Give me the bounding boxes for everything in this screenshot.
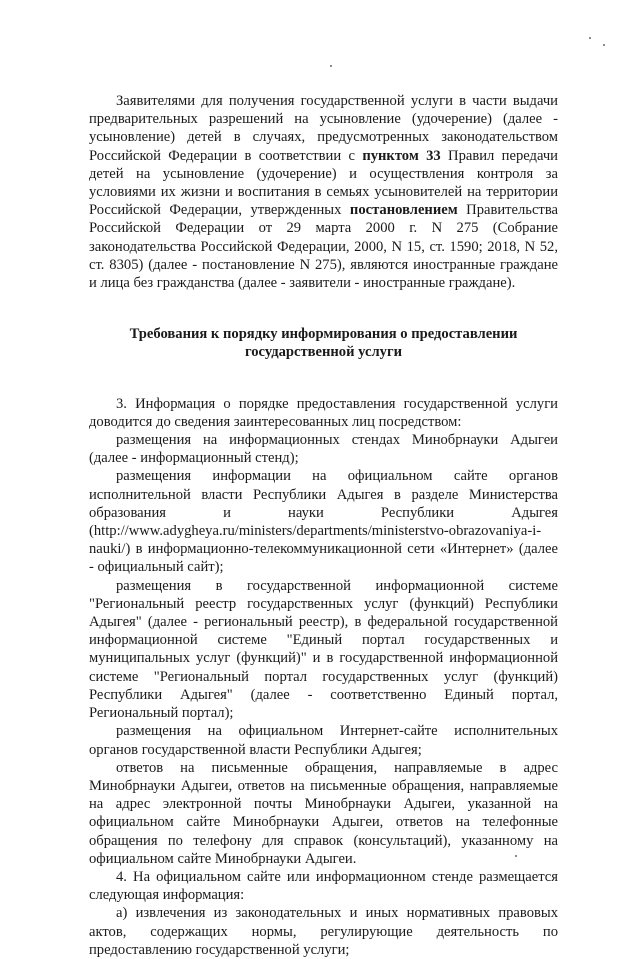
paragraph-3-item-5: ответов на письменные обращения, направляемые в адрес Минобрнауки Адыгеи, ответов на письменные обращения, направляемые на адрес электронной почты Минобрнауки Адыгеи, указанной на официальном сайте Минобрнауки Адыгеи, ответов на телефонные обращения по телефону для справок (консультаций), указанному на официальном сайте Минобрнауки Адыгеи. — [89, 759, 558, 867]
paragraph-3-item-4: размещения на официальном Интернет-сайте исполнительных органов государственной власти Республики Адыгея; — [89, 723, 558, 758]
paragraph-4-item-a: а) извлечения из законодательных и иных нормативных правовых актов, содержащих нормы, регулирующие деятельность по предоставлению государственной услуги; — [89, 905, 558, 958]
text-span: Правил передачи детей на усыновление (удочерение) и осуществления контроля за условиями их жизни и воспитания в семьях усыновителей на территории Российской Федерации, утвержденных — [89, 147, 558, 219]
paragraph-3-item-1: размещения на информационных стендах Минобрнауки Адыгеи (далее - информационный стенд); — [89, 432, 558, 467]
link-resolution[interactable]: постановлением — [349, 202, 458, 219]
text-span: Заявителями для получения государственной услуги в части выдачи предварительных разрешений на усыновление (удочерение) (далее - усыновление) детей в случаях, предусмотренных законодательством Российской Федерации в соответствии с — [89, 93, 558, 164]
paragraph-4: 4. На официальном сайте или информационном стенде размещается следующая информация: — [89, 868, 558, 904]
paragraph-applicants — [89, 92, 558, 292]
scan-speck — [603, 44, 605, 46]
link-point-33[interactable]: пунктом 33 — [362, 147, 441, 164]
paragraph-3: 3. Информация о порядке предоставления государственной услуги доводится до сведения заинтересованных лиц посредством: — [89, 395, 558, 430]
section-heading: Требования к порядку информирования о предоставлении государственной услуги — [129, 326, 518, 361]
paragraph-3-item-2: размещения информации на официальном сайте органов исполнительной власти Республики Адыгея в разделе Министерства образования и науки Республики Адыгея (http://www.adygheya.ru/ministers/departments/ministerstvo-obrazovaniya-i-nauki/) в информационно-телекоммуникационной сети «Интернет» (далее - официальный сайт); — [89, 468, 558, 576]
document-body — [89, 92, 558, 959]
scan-speck — [330, 65, 332, 67]
text-span: Правительства Российской Федерации от 29 марта 2000 г. N 275 (Собрание законодательства Российской Федерации, 2000, N 15, ст. 1590; 2018, N 52, ст. 8305) (далее - постановление N 275), являются иностранные граждане и лица без гражданства (далее - заявители - иностранные граждане). — [89, 202, 558, 292]
scan-speck — [589, 37, 591, 39]
paragraph-3-item-3: размещения в государственной информационной системе "Региональный реестр государственных услуг (функций) Республики Адыгея" (далее - региональный реестр), в федеральной государственной информационной системе "Единый портал государственных и муниципальных услуг (функций)" и в государственной информационной системе "Региональный портал государственных услуг (функций) Республики Адыгея" (далее - соответственно Единый портал, Региональный портал); — [89, 577, 558, 722]
